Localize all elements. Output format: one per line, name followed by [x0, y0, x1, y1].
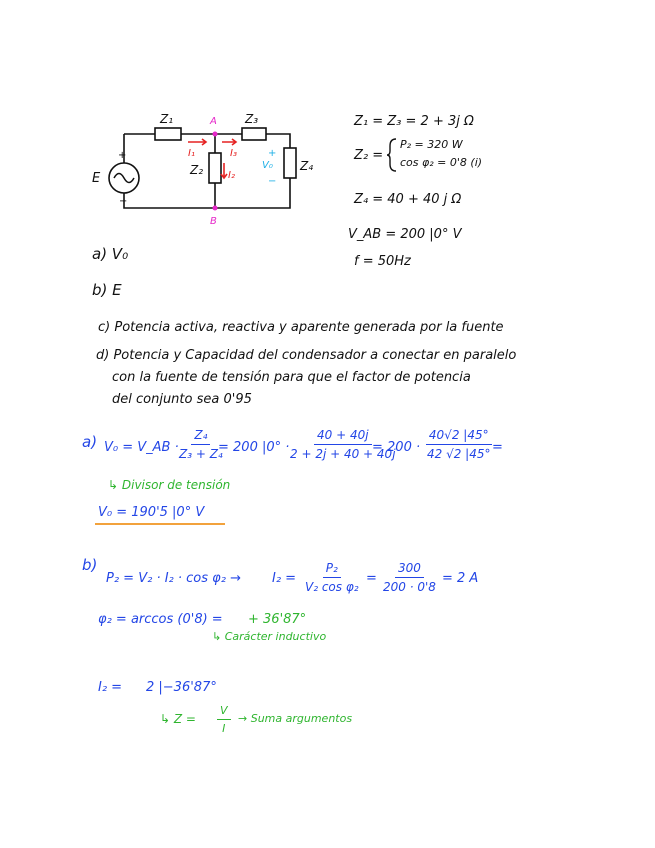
label-z2: Z₂: [190, 163, 204, 177]
label-i3: I₃: [230, 148, 237, 159]
solution-a-mid: = 200 |0° ·: [218, 440, 290, 455]
solution-b-eq-end: = 2 A: [442, 571, 479, 586]
label-node-a: A: [210, 116, 217, 127]
given-z2-prefix: Z₂ =: [354, 148, 384, 163]
solution-b-phi-note: ↳ Carácter inductivo: [212, 630, 327, 643]
solution-b-i2-result-rhs: 2 |−36'87°: [146, 680, 217, 695]
circuit-diagram: [90, 108, 390, 248]
impedance-z4: [284, 148, 296, 178]
solution-b-phi: φ₂ = arccos (0'8) =: [98, 612, 223, 627]
given-z1-z3: Z₁ = Z₃ = 2 + 3j Ω: [354, 114, 474, 129]
question-d-line2: con la fuente de tensión para que el factor de potencia: [112, 370, 471, 385]
solution-b-eq-mid: =: [366, 571, 377, 586]
fraction-p2-over-vcos: [302, 561, 362, 594]
label-e: E: [92, 171, 101, 186]
impedance-z3: [242, 128, 266, 140]
label-z3: Z₃: [245, 112, 259, 126]
fraction-denominator: I: [222, 722, 226, 735]
v0-minus: −: [268, 176, 277, 187]
given-vab: V_AB = 200 |0° V: [348, 227, 462, 242]
fraction-numerator: 40√2 |45°: [426, 428, 492, 445]
fraction-numerator: V: [217, 704, 231, 720]
current-arrow-i2: [221, 163, 227, 178]
fraction-numeric: [380, 561, 439, 594]
solution-a-end: =: [492, 440, 503, 455]
label-i2: I₂: [228, 170, 235, 181]
fraction-denominator: 200 · 0'8: [383, 580, 436, 594]
label-z1: Z₁: [160, 112, 174, 126]
current-arrow-i3: [222, 139, 236, 145]
current-arrow-i1: [188, 139, 206, 145]
question-d-line1: d) Potencia y Capacidad del condensador a conectar en paralelo: [96, 348, 517, 363]
solution-a-mid2: = 200 ·: [372, 440, 421, 455]
solution-b-label: b): [82, 556, 98, 574]
impedance-z1: [155, 128, 181, 140]
given-z2-cos: cos φ₂ = 0'8 (i): [400, 156, 483, 169]
given-z4: Z₄ = 40 + 40 j Ω: [354, 192, 462, 207]
solution-b-eq1: P₂ = V₂ · I₂ · cos φ₂ →: [106, 571, 241, 586]
result-underline: [95, 523, 225, 525]
brace-icon: [386, 138, 398, 172]
label-node-b: B: [210, 216, 217, 227]
source-plus: +: [118, 150, 127, 161]
impedance-z2: [209, 153, 221, 183]
fraction-numerator: Z₄: [191, 428, 210, 445]
circuit-wires: [124, 134, 290, 208]
question-a: a) V₀: [92, 245, 129, 263]
solution-a-label: a): [82, 433, 98, 451]
solution-b-z-note-rhs: → Suma argumentos: [238, 712, 353, 725]
solution-b-i2-result-lhs: I₂ =: [98, 680, 123, 695]
given-f: f = 50Hz: [354, 254, 411, 269]
fraction-v-over-i: [217, 704, 231, 735]
question-c: c) Potencia activa, reactiva y aparente generada por la fuente: [98, 320, 504, 335]
fraction-polar: [424, 428, 494, 461]
solution-a-note: ↳ Divisor de tensión: [108, 478, 231, 492]
fraction-numerator: 40 + 40j: [314, 428, 372, 445]
node-a: [213, 132, 218, 137]
label-z4: Z₄: [300, 159, 314, 173]
label-i1: I₁: [188, 148, 195, 159]
solution-b-z-note-lhs: ↳ Z =: [160, 712, 196, 726]
node-b: [213, 206, 218, 211]
source-minus: −: [119, 196, 128, 207]
solution-a-result: V₀ = 190'5 |0° V: [98, 505, 205, 520]
question-d-line3: del conjunto sea 0'95: [112, 392, 252, 407]
fraction-denominator: Z₃ + Z₄: [179, 447, 223, 461]
solution-b-phi-value: + 36'87°: [248, 612, 307, 627]
v0-plus: +: [268, 148, 277, 159]
solution-b-i2: I₂ =: [272, 571, 297, 586]
question-b: b) E: [92, 281, 122, 299]
fraction-denominator: V₂ cos φ₂: [305, 580, 359, 594]
fraction-numerator: 300: [395, 561, 424, 578]
fraction-denominator: 2 + 2j + 40 + 40j: [290, 447, 396, 461]
given-z2-power: P₂ = 320 W: [400, 138, 463, 151]
label-v0: V₀: [262, 160, 273, 171]
solution-a-lhs: V₀ = V_AB ·: [104, 440, 179, 455]
fraction-numerator: P₂: [323, 561, 341, 578]
fraction-denominator: 42 √2 |45°: [427, 447, 491, 461]
